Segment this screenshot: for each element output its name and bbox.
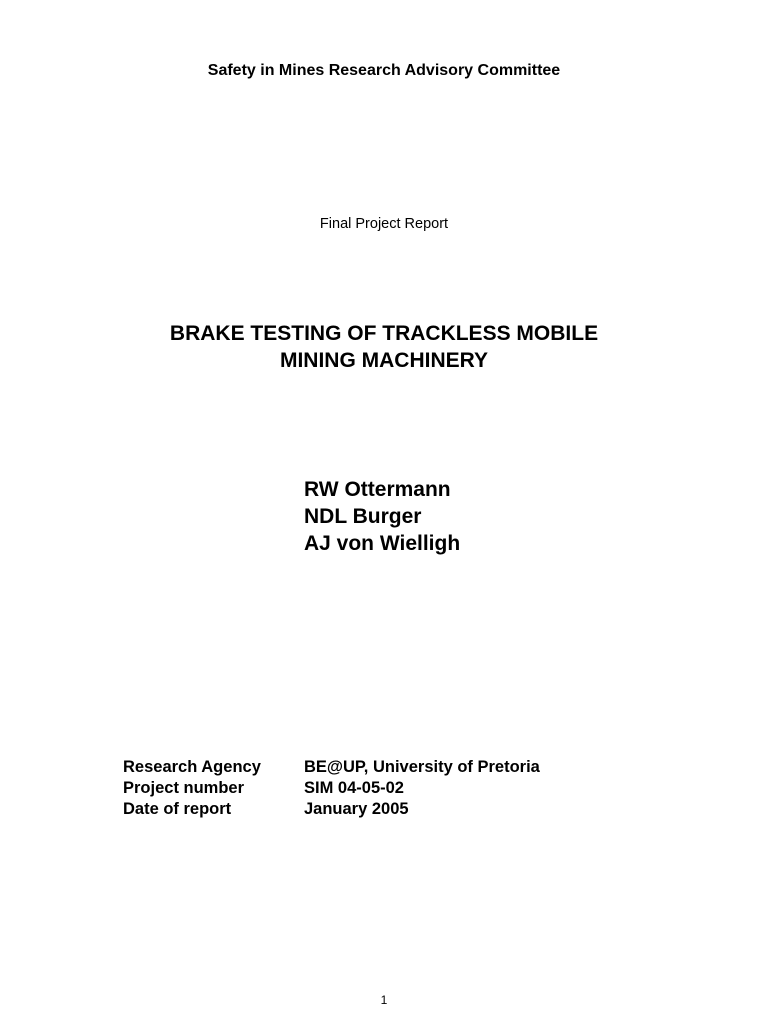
author-name: NDL Burger xyxy=(304,505,422,528)
report-title-line: MINING MACHINERY xyxy=(279,349,489,372)
report-title xyxy=(0,320,768,374)
detail-row-research-agency xyxy=(123,757,540,778)
author-list xyxy=(304,476,460,557)
report-type: Final Project Report xyxy=(319,216,449,232)
report-title-line: BRAKE TESTING OF TRACKLESS MOBILE xyxy=(169,322,599,345)
committee-name: Safety in Mines Research Advisory Committee xyxy=(207,62,561,79)
detail-label: Research Agency xyxy=(123,758,261,776)
detail-label: Date of report xyxy=(123,800,232,818)
report-details xyxy=(123,757,540,820)
author-name: AJ von Wielligh xyxy=(304,532,461,555)
detail-value: January 2005 xyxy=(304,800,409,818)
detail-value: SIM 04-05-02 xyxy=(304,779,404,797)
author-name: RW Ottermann xyxy=(304,478,451,501)
detail-label: Project number xyxy=(123,779,245,797)
detail-row-date-of-report xyxy=(123,799,540,820)
detail-value: BE@UP, University of Pretoria xyxy=(304,758,540,776)
detail-row-project-number xyxy=(123,778,540,799)
page-number: 1 xyxy=(380,993,388,1007)
